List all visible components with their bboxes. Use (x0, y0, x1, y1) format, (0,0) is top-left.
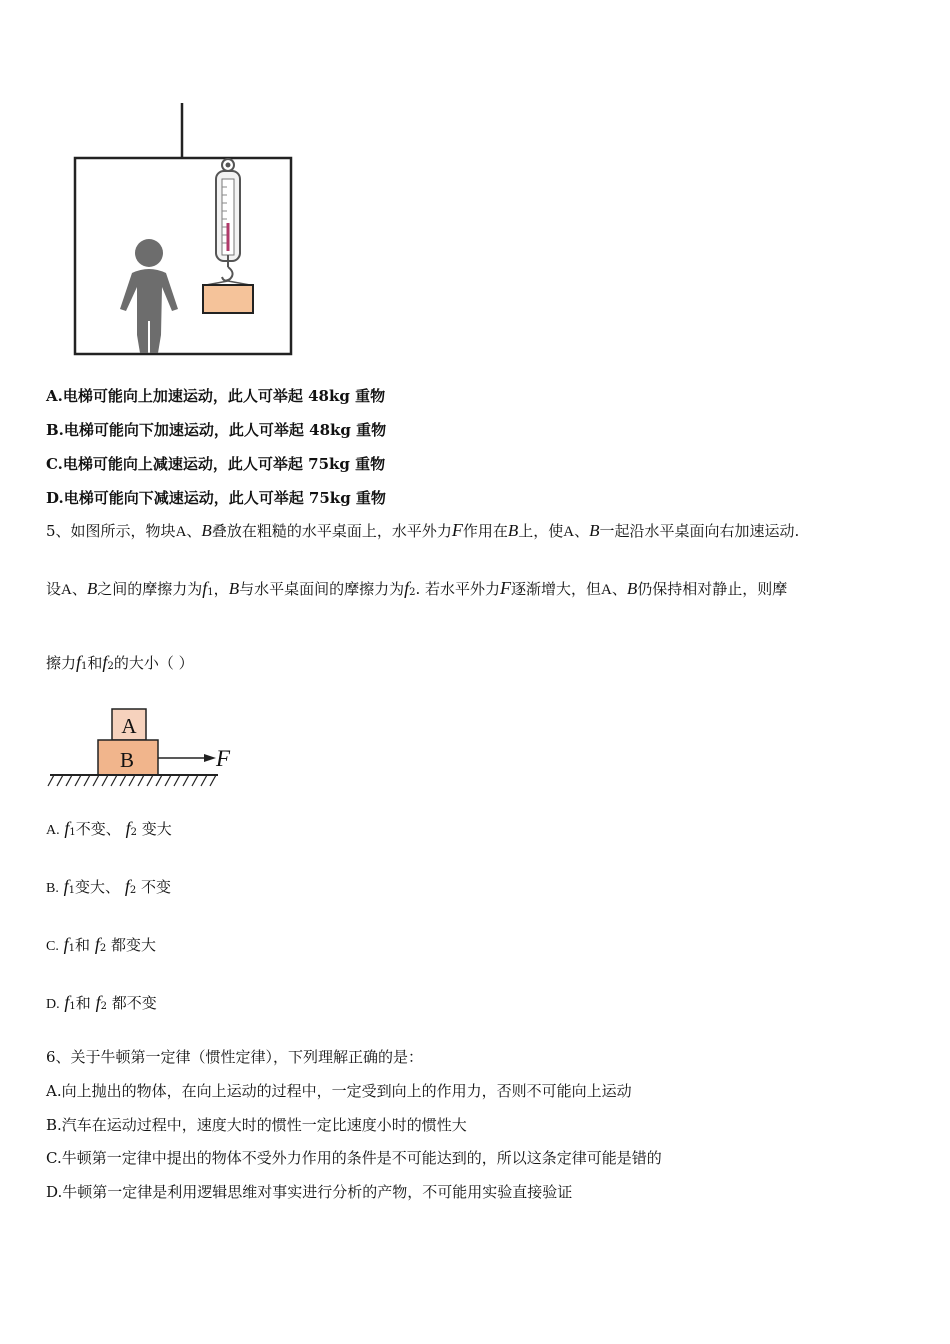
q6-option-d[interactable]: D.牛顿第一定律是利用逻辑思维对事实进行分析的产物，不可能用实验直接验证 (46, 1183, 573, 1201)
q4-option-a[interactable]: A.电梯可能向上加速运动，此人可举起 48kg 重物 (46, 387, 386, 405)
weight-block (203, 285, 253, 313)
elevator-car (75, 158, 291, 354)
block-b-label: B (119, 748, 135, 772)
q5-option-d[interactable]: D. $f_1$和 $f_2$ 都不变 (46, 992, 157, 1012)
elevator-figure (60, 95, 310, 365)
q4-option-d[interactable]: D.电梯可能向下减速运动，此人可举起 75kg 重物 (46, 489, 386, 507)
block-a-label: A (121, 714, 137, 738)
q5-option-c[interactable]: C. $f_1$和 $f_2$ 都变大 (46, 934, 156, 954)
q4-option-c[interactable]: C.电梯可能向上减速运动，此人可举起 75kg 重物 (46, 455, 386, 473)
arrow-head (204, 754, 216, 762)
table-hatching (48, 775, 216, 786)
q6-option-a[interactable]: A.向上抛出的物体，在向上运动的过程中，一定受到向上的作用力，否则不可能向上运动 (46, 1082, 632, 1100)
q6-stem: 6、关于牛顿第一定律（惯性定律），下列理解正确的是： (46, 1048, 424, 1066)
force-label: F (216, 746, 231, 771)
q5-option-a[interactable]: A. $f_1$不变、 $f_2$ 变大 (46, 818, 172, 838)
blocks-figure (46, 700, 246, 792)
q5-stem-line2: 设A、B之间的摩擦力为$f_1$，B与水平桌面间的摩擦力为$f_2$. 若水平外力F逐渐增大，但A、B仍保持相对静止，则摩 (46, 578, 788, 598)
q4-option-b[interactable]: B.电梯可能向下加速运动，此人可举起 48kg 重物 (46, 421, 387, 439)
q6-option-b[interactable]: B.汽车在运动过程中，速度大时的惯性一定比速度小时的惯性大 (46, 1116, 467, 1134)
spring-scale (206, 159, 250, 285)
q5-stem-line1: 5、如图所示，物块A、B叠放在粗糙的水平桌面上，水平外力F作用在B上，使A、B一起沿水平桌面向右加速运动. (46, 520, 800, 540)
q5-option-b[interactable]: B. $f_1$变大、 $f_2$ 不变 (46, 876, 171, 896)
q6-option-c[interactable]: C.牛顿第一定律中提出的物体不受外力作用的条件是不可能达到的，所以这条定律可能是错的 (46, 1149, 662, 1167)
q5-stem-line3: 擦力$f_1$和$f_2$的大小（ ） (46, 652, 194, 672)
person-silhouette (120, 239, 178, 353)
